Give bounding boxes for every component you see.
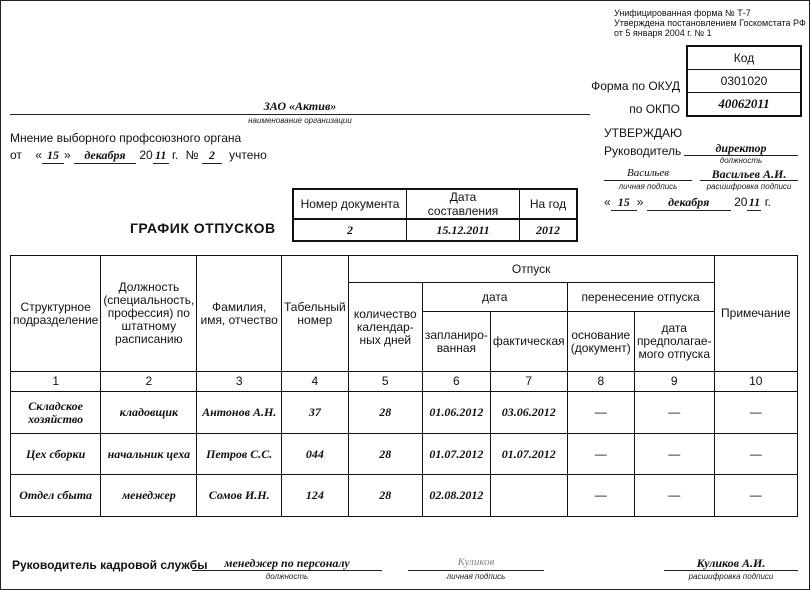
vacation-schedule-table bbox=[10, 255, 798, 517]
quote-close: » bbox=[636, 195, 644, 209]
cell-actual: 03.06.2012 bbox=[490, 392, 567, 434]
header-expected: дата предполагае-мого отпуска bbox=[634, 312, 714, 372]
cell-planned: 01.07.2012 bbox=[422, 434, 490, 475]
approve-name-caption: расшифровка подписи bbox=[706, 182, 792, 191]
header-vacation: Отпуск bbox=[348, 256, 714, 283]
cell-basis: — bbox=[567, 475, 634, 517]
okpo-label: по ОКПО bbox=[629, 102, 680, 116]
doc-number: 2 bbox=[293, 219, 407, 241]
approve-day: 15 bbox=[611, 195, 637, 211]
approve-signature-caption: личная подпись bbox=[618, 182, 678, 191]
approve-position: директор bbox=[684, 141, 798, 156]
cell-tab: 37 bbox=[282, 392, 349, 434]
cell-expected: — bbox=[634, 475, 714, 517]
okud-label: Форма по ОКУД bbox=[591, 79, 680, 93]
document-info-table bbox=[292, 188, 578, 242]
footer-name: Куликов А.И. bbox=[664, 556, 798, 571]
quote-open: « bbox=[604, 195, 611, 209]
union-year-suffix: 11 bbox=[153, 148, 169, 164]
header-actual: фактическая bbox=[490, 312, 567, 372]
cell-dept: Складское хозяйство bbox=[11, 392, 101, 434]
union-number: 2 bbox=[202, 148, 222, 164]
col-number: 6 bbox=[422, 372, 490, 392]
header-note: Примечание bbox=[714, 256, 797, 372]
form-header bbox=[614, 8, 806, 38]
cell-expected: — bbox=[634, 434, 714, 475]
code-box bbox=[686, 45, 802, 117]
footer-position: менеджер по персоналу bbox=[192, 556, 382, 571]
cell-note: — bbox=[714, 475, 797, 517]
col-number: 2 bbox=[101, 372, 197, 392]
cell-name: Сомов И.Н. bbox=[197, 475, 282, 517]
table-row bbox=[11, 475, 798, 517]
col-number: 1 bbox=[11, 372, 101, 392]
approve-head-label: Руководитель bbox=[604, 144, 682, 158]
approve-position-caption: должность bbox=[719, 156, 763, 165]
union-no-label: № bbox=[185, 148, 199, 162]
cell-expected: — bbox=[634, 392, 714, 434]
approve-date bbox=[604, 195, 771, 211]
header-basis: основание (документ) bbox=[567, 312, 634, 372]
cell-basis: — bbox=[567, 392, 634, 434]
cell-dept: Отдел сбыта bbox=[11, 475, 101, 517]
cell-note: — bbox=[714, 392, 797, 434]
approve-year-prefix: 20 bbox=[734, 195, 748, 209]
okud-value: 0301020 bbox=[688, 69, 800, 92]
cell-note: — bbox=[714, 434, 797, 475]
code-header: Код bbox=[733, 51, 755, 65]
header-date: дата bbox=[422, 283, 567, 312]
cell-tab: 044 bbox=[282, 434, 349, 475]
union-status: учтено bbox=[229, 148, 267, 162]
cell-days: 28 bbox=[348, 475, 422, 517]
quote-open: « bbox=[35, 148, 42, 162]
table-row bbox=[11, 434, 798, 475]
union-day: 15 bbox=[42, 148, 64, 164]
okpo-value: 40062011 bbox=[688, 92, 800, 115]
header-planned: запланиро-ванная bbox=[422, 312, 490, 372]
col-number: 8 bbox=[567, 372, 634, 392]
approve-title: УТВЕРЖДАЮ bbox=[604, 126, 683, 140]
union-year-prefix: 20 bbox=[139, 148, 153, 162]
cell-name: Петров С.С. bbox=[197, 434, 282, 475]
col-number: 3 bbox=[197, 372, 282, 392]
union-year-unit: г. bbox=[172, 148, 179, 162]
cell-basis: — bbox=[567, 434, 634, 475]
cell-planned: 01.06.2012 bbox=[422, 392, 490, 434]
union-month: декабря bbox=[74, 148, 136, 164]
cell-position: начальник цеха bbox=[101, 434, 197, 475]
page-title: ГРАФИК ОТПУСКОВ bbox=[130, 220, 276, 236]
form-title: Унифицированная форма № Т-7 bbox=[614, 8, 751, 18]
col-number: 7 bbox=[490, 372, 567, 392]
cell-dept: Цех сборки bbox=[11, 434, 101, 475]
cell-planned: 02.08.2012 bbox=[422, 475, 490, 517]
footer-signature: Куликов bbox=[408, 556, 544, 571]
approve-year-suffix: 11 bbox=[748, 195, 761, 209]
approve-month: декабря bbox=[647, 195, 731, 211]
footer-name-caption: расшифровка подписи bbox=[688, 572, 774, 581]
cell-days: 28 bbox=[348, 392, 422, 434]
doc-header-year: На год bbox=[520, 189, 578, 219]
cell-tab: 124 bbox=[282, 475, 349, 517]
organization-caption: наименование организации bbox=[248, 116, 352, 125]
cell-position: менеджер bbox=[101, 475, 197, 517]
col-number: 10 bbox=[714, 372, 797, 392]
header-position: Должность (специальность, профессия) по штатному расписанию bbox=[101, 256, 197, 372]
approve-year-unit: г. bbox=[764, 195, 772, 209]
doc-header-number: Номер документа bbox=[293, 189, 407, 219]
approved-date: от 5 января 2004 г. № 1 bbox=[614, 28, 712, 38]
cell-position: кладовщик bbox=[101, 392, 197, 434]
doc-header-date: Дата составления bbox=[407, 189, 520, 219]
footer-signature-caption: личная подпись bbox=[446, 572, 506, 581]
header-department: Структурное подразделение bbox=[11, 256, 101, 372]
doc-date: 15.12.2011 bbox=[407, 219, 520, 241]
doc-year: 2012 bbox=[520, 219, 578, 241]
union-opinion-date bbox=[10, 148, 267, 164]
col-number: 4 bbox=[282, 372, 349, 392]
header-tabnum: Табельный номер bbox=[282, 256, 349, 372]
from-label: от bbox=[10, 148, 22, 162]
cell-days: 28 bbox=[348, 434, 422, 475]
cell-actual: 01.07.2012 bbox=[490, 434, 567, 475]
table-row bbox=[11, 392, 798, 434]
cell-actual bbox=[490, 475, 567, 517]
footer-position-caption: должность bbox=[265, 572, 309, 581]
cell-name: Антонов А.Н. bbox=[197, 392, 282, 434]
quote-close: » bbox=[63, 148, 71, 162]
col-number: 5 bbox=[348, 372, 422, 392]
organization-name: ЗАО «Актив» bbox=[10, 99, 590, 115]
union-opinion-label: Мнение выборного профсоюзного органа bbox=[10, 131, 242, 145]
approved-by: Утверждена постановлением Госкомстата РФ bbox=[614, 18, 806, 28]
approve-signature: Васильев bbox=[604, 167, 692, 181]
col-number: 9 bbox=[634, 372, 714, 392]
footer-label: Руководитель кадровой службы bbox=[12, 558, 208, 572]
approve-name: Васильев А.И. bbox=[700, 167, 798, 181]
column-numbers-row bbox=[11, 372, 798, 392]
header-days: количество календар-ных дней bbox=[348, 283, 422, 372]
header-transfer: перенесение отпуска bbox=[567, 283, 714, 312]
header-name: Фамилия, имя, отчество bbox=[197, 256, 282, 372]
